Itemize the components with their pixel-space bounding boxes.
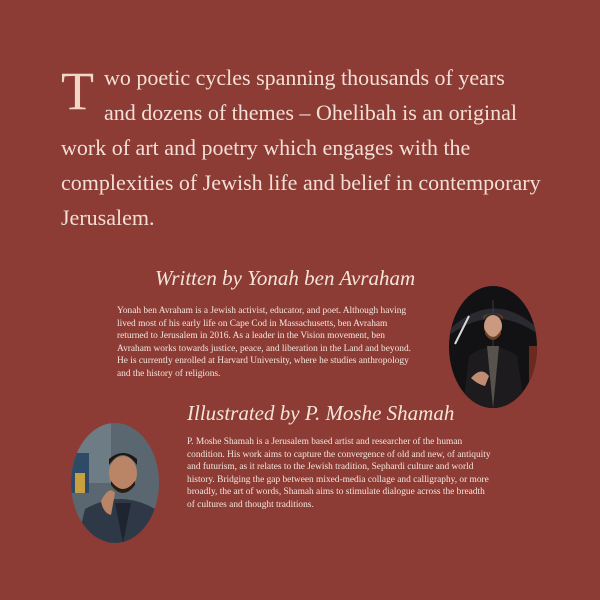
illustrator-heading: Illustrated by P. Moshe Shamah xyxy=(187,401,455,425)
illustrator-bio: P. Moshe Shamah is a Jerusalem based artist and researcher of the human condition. His work aims to capture the convergence of old and new, of antiquity and futurism, as it relates to the Jewish tradition, Sephardi culture and world history. Bridging the gap between mixed-media collage and calligraphy, or more broadly, the art of words, Shamah aims to stimulate dialogue across the breadth of cultures and thought traditions. xyxy=(187,437,491,510)
drop-cap: T xyxy=(61,61,94,121)
author-heading: Written by Yonah ben Avraham xyxy=(155,266,416,290)
author-bio: Yonah ben Avraham is a Jewish activist, educator, and poet. Although having lived most of his early life on Cape Cod in Massachusetts, ben Avraham returned to Jerusalem in 2016. As a leader in the Vision movement, ben Avraham works towards justice, peace, and liberation in the Land and beyond. He is currently enrolled at Harvard University, where he studies anthropology and the history of religions. xyxy=(117,306,412,379)
illustrator-portrait xyxy=(71,423,159,543)
intro-paragraph xyxy=(61,60,541,235)
intro-text: wo poetic cycles spanning thousands of years and dozens of themes – Ohelibah is an original work of art and poetry which engages with the complexities of Jewish life and belief in contemporary Jerusalem. xyxy=(61,65,541,230)
author-portrait xyxy=(449,286,537,408)
